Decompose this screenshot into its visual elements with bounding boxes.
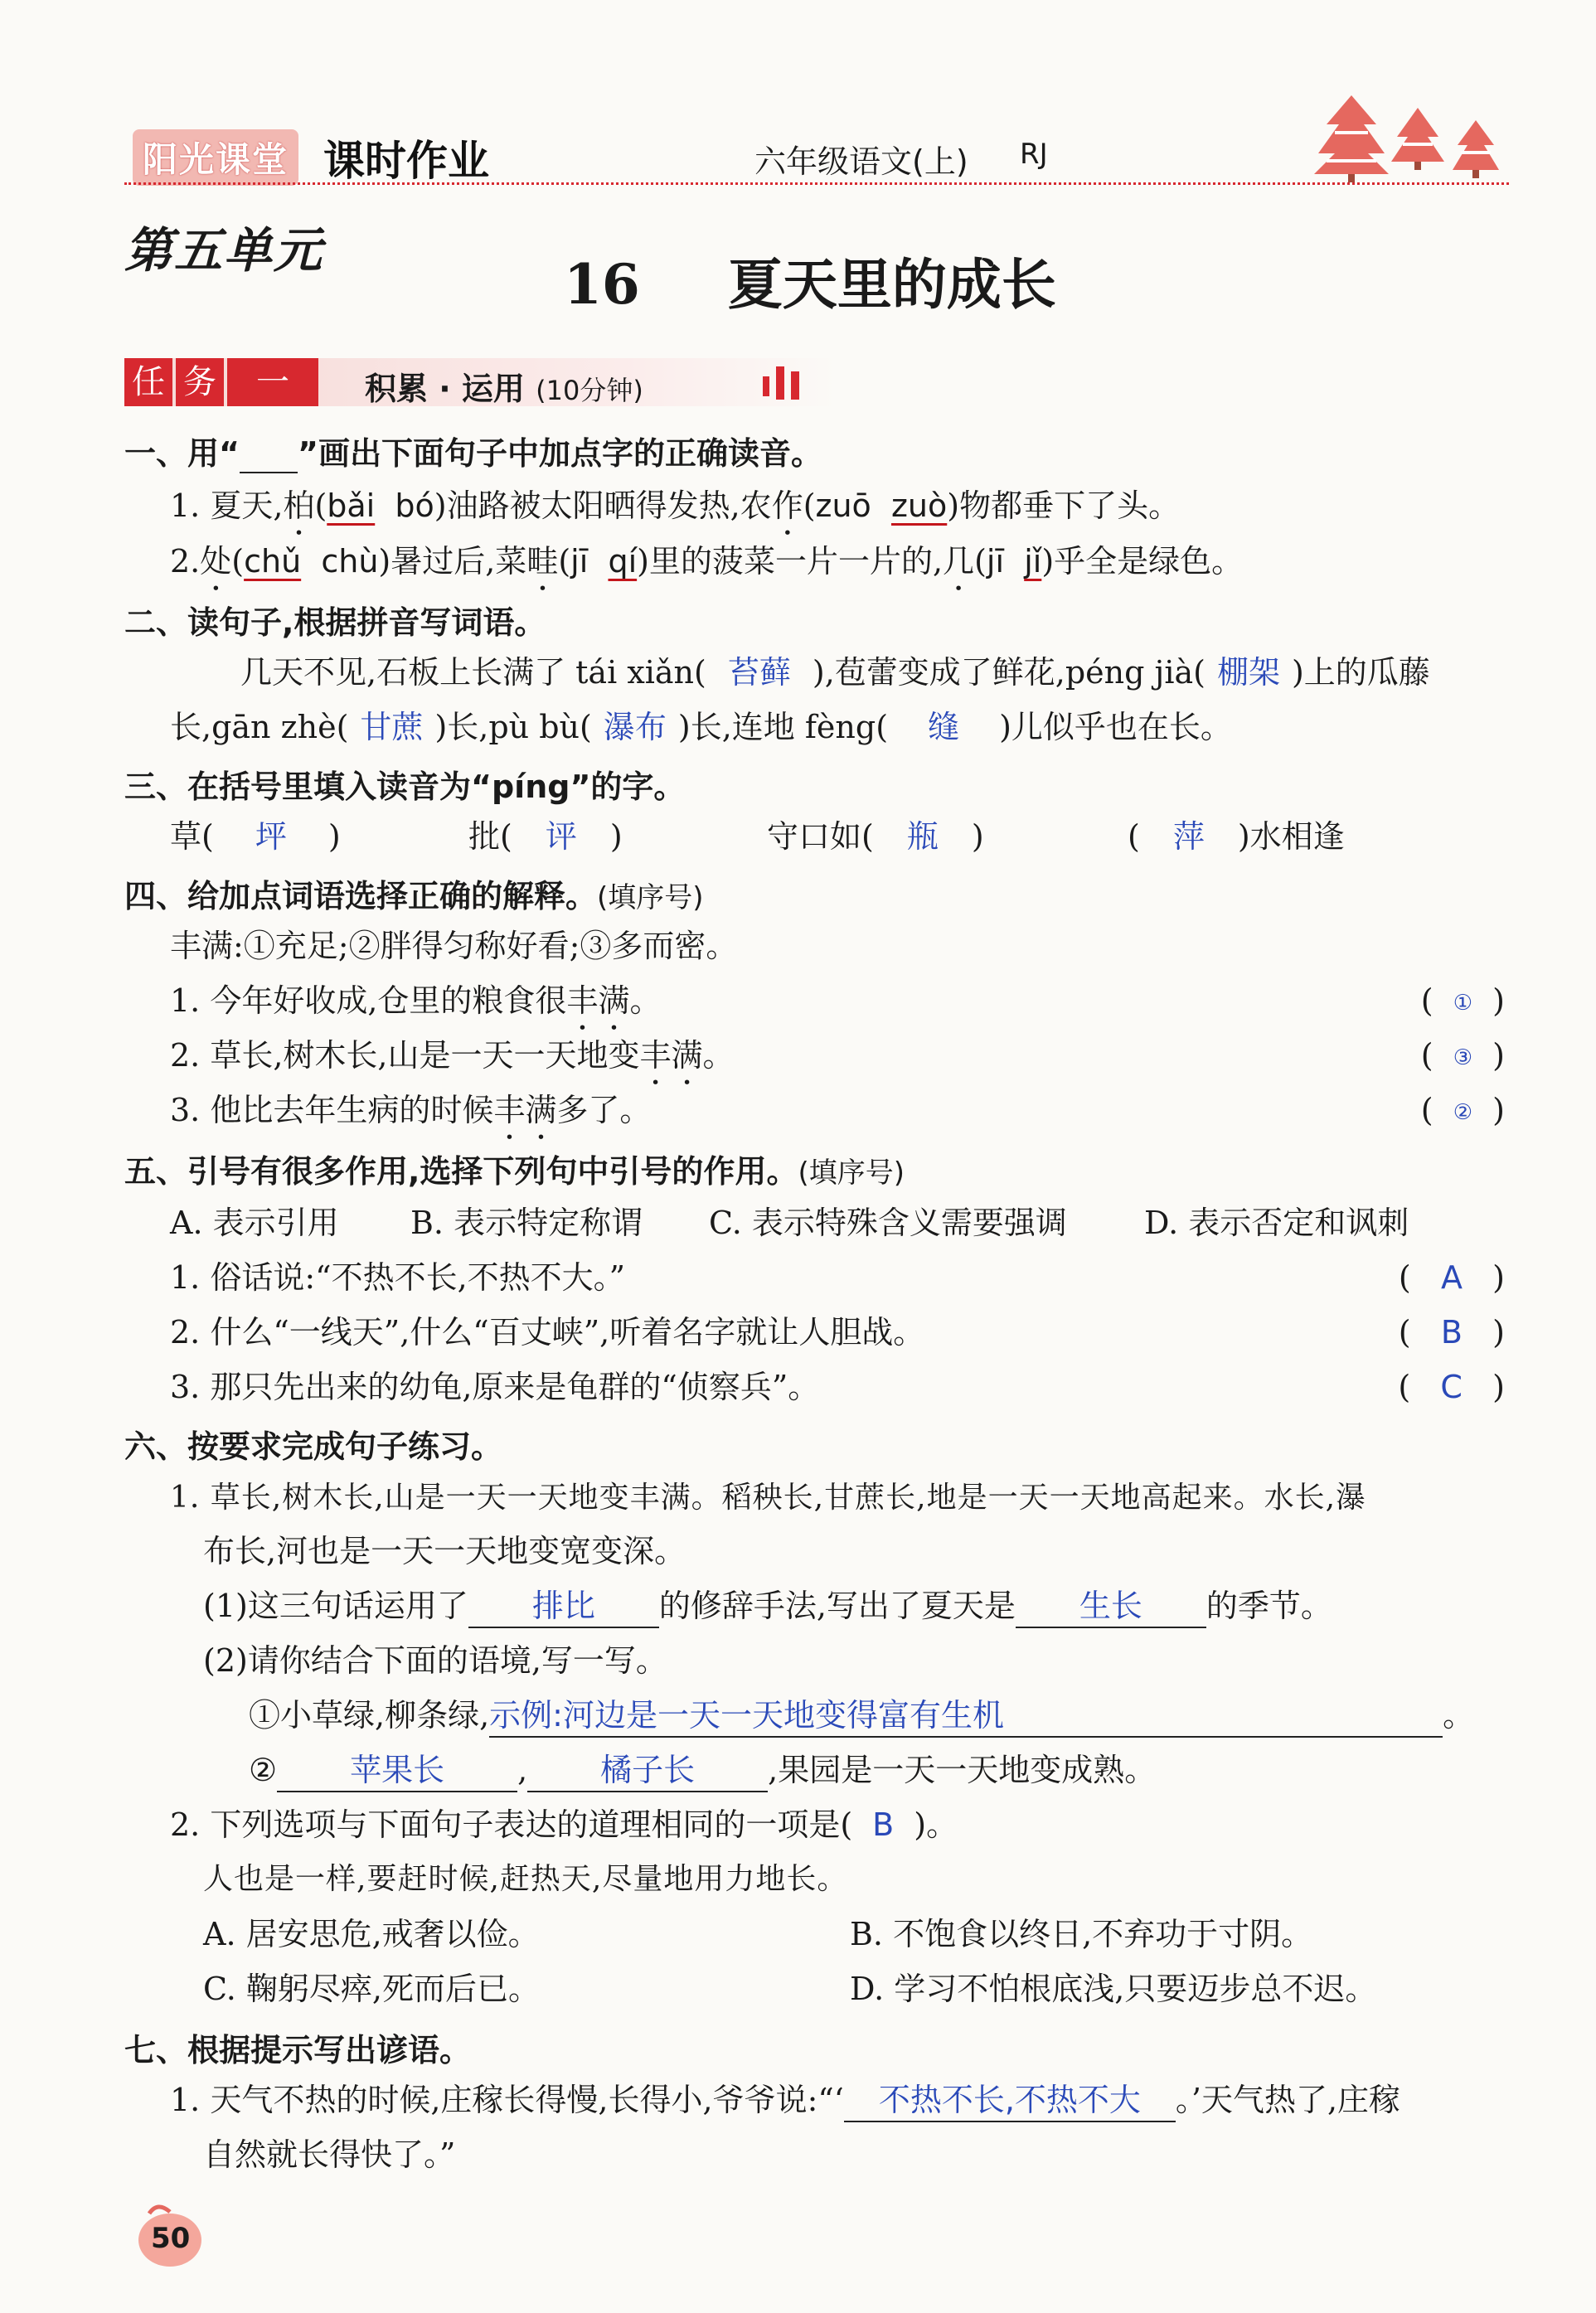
page-number: 50 xyxy=(151,2222,191,2255)
answer-text: 排比 xyxy=(468,1585,659,1628)
sentence-text: )长,pù bù( xyxy=(434,709,592,745)
section5-option-a: A. 表示引用 xyxy=(170,1205,339,1241)
section2-line1 xyxy=(240,652,1430,693)
section3-heading: 三、在括号里填入读音为“píng”的字。 xyxy=(124,769,686,805)
pinyin-option: zuō xyxy=(815,487,871,524)
dotted-char: 畦 xyxy=(526,543,559,579)
section1-q2 xyxy=(170,541,1243,598)
dotted-word: 丰满 xyxy=(493,1092,557,1128)
item-post: 。 xyxy=(1443,1697,1475,1734)
item-post: )。 xyxy=(914,1806,958,1843)
section5-item-2 xyxy=(170,1312,1505,1353)
answer-text: 生长 xyxy=(1016,1585,1206,1628)
item-post: 。 xyxy=(629,982,662,1019)
section6-q2-option-c: C. 鞠躬尽瘁,死而后已。 xyxy=(203,1971,540,2007)
pinyin-option-correct: jǐ xyxy=(1024,543,1042,579)
section5-item-3 xyxy=(170,1366,1505,1408)
section4-item-1 xyxy=(170,980,1505,1037)
lesson-number: 16 xyxy=(564,252,640,317)
answer-text: B xyxy=(872,1806,895,1843)
section6-q2-option-a: A. 居安思危,戒奢以俭。 xyxy=(203,1916,540,1952)
section5-option-c: C. 表示特殊含义需要强调 xyxy=(709,1205,1067,1241)
section7-q1 xyxy=(170,2079,1400,2122)
item-pre: ② xyxy=(249,1752,278,1788)
edition-label: RJ xyxy=(1020,138,1048,171)
item-text: 2. 什么“一线天”,什么“百丈峡”,听着名字就让人胆战。 xyxy=(170,1314,925,1350)
pinyin-option-correct: chǔ xyxy=(244,543,302,579)
answer-paren: ( ③ ) xyxy=(1420,1037,1505,1074)
item-text: 3. 那只先出来的幼龟,原来是龟群的“侦察兵”。 xyxy=(170,1369,820,1405)
header-divider xyxy=(124,182,1509,185)
answer-text: 棚架 xyxy=(1216,654,1280,691)
answer-text: 苔藓 xyxy=(727,654,791,691)
answer-text: 坪 xyxy=(255,818,287,855)
section6-q2-option-d: D. 学习不怕根底浅,只要迈步总不迟。 xyxy=(850,1971,1377,2007)
section5-heading xyxy=(124,1146,905,1191)
item-pre: 3. 他比去年生病的时候 xyxy=(170,1092,494,1128)
answer-paren: ( A ) xyxy=(1398,1259,1505,1296)
answer-paren: ( ① ) xyxy=(1420,982,1505,1019)
item-post: ) xyxy=(971,818,984,855)
section4-item-3 xyxy=(170,1089,1505,1147)
item-pre: 草( xyxy=(170,818,214,855)
pinyin-option-correct: zuò xyxy=(890,487,948,524)
lesson-title: 夏天里的成长 xyxy=(727,252,1056,317)
answer-paren: ( ② ) xyxy=(1420,1092,1505,1128)
item-comma: , xyxy=(517,1752,528,1788)
unit-title: 第五单元 xyxy=(124,222,324,279)
task-label-text: 积累 · 运用 xyxy=(365,371,525,407)
answer-text: 苹果长 xyxy=(277,1749,517,1792)
sentence-text: )上的瓜藤 xyxy=(1291,654,1430,691)
answer-text: 不热不长,不热不大 xyxy=(844,2079,1176,2122)
answer-text: 瀑布 xyxy=(603,709,667,745)
section6-q1-2-i xyxy=(249,1695,1474,1738)
pinyin-option: jī xyxy=(570,543,589,579)
section3-item-3 xyxy=(767,816,984,857)
answer-text: C xyxy=(1440,1369,1463,1405)
task-char-1: 任 xyxy=(124,358,172,406)
section4-definition: 丰满:①充足;②胖得匀称好看;③多而密。 xyxy=(170,928,738,964)
answer-text: ① xyxy=(1453,990,1473,1016)
item-pre: 2. 草长,树木长,山是一天一天地变 xyxy=(170,1037,640,1074)
item-pre: 1. 天气不热的时候,庄稼长得慢,长得小,爷爷说:“‘ xyxy=(170,2082,844,2118)
section3-item-1 xyxy=(170,816,341,857)
answer-text: B xyxy=(1440,1314,1463,1350)
item-post: ) xyxy=(327,818,341,855)
sentence-text: )油路被太阳晒得发热,农 xyxy=(434,487,772,524)
dotted-word: 丰满 xyxy=(639,1037,703,1074)
section1-q1 xyxy=(170,485,1180,542)
pinyin-option-correct: bǎi xyxy=(327,487,376,524)
lesson-heading xyxy=(564,240,1056,319)
task-bar-stripes-icon xyxy=(763,366,813,400)
section5-heading-text: 五、引号有很多作用,选择下列句中引号的作用。 xyxy=(124,1153,798,1190)
answer-text: 萍 xyxy=(1172,818,1205,855)
section7-q1-line2: 自然就长得快了。” xyxy=(203,2136,456,2173)
section4-item-2 xyxy=(170,1035,1505,1092)
brand-badge: 阳光课堂 xyxy=(133,129,298,186)
dotted-char: 几 xyxy=(943,543,975,579)
item-pre: 守口如( xyxy=(767,818,874,855)
q2-number: 2. xyxy=(170,543,201,579)
section6-q1-2-ii xyxy=(249,1749,1156,1792)
sentence-text: )里的菠菜一片一片的, xyxy=(637,543,944,579)
item-post: 多了。 xyxy=(556,1092,652,1128)
sentence-text: )暑过后,菜 xyxy=(378,543,527,579)
q1-number: 1. 夏天, xyxy=(170,487,284,524)
item-pre: ( xyxy=(1128,818,1140,855)
item-post: 。’天气热了,庄稼 xyxy=(1175,2082,1401,2118)
sentence-text: )长,连地 fèng( xyxy=(677,709,889,745)
section1-heading-pre: 一、用“ xyxy=(124,435,240,472)
paren: ( xyxy=(314,487,327,524)
section2-line2 xyxy=(170,706,1232,748)
pinyin-option: bó xyxy=(395,487,434,524)
item-post: )水相逢 xyxy=(1237,818,1345,855)
section1-heading-blank xyxy=(240,435,298,473)
answer-paren: ( C ) xyxy=(1398,1369,1505,1405)
sentence-text: 长,gān zhè( xyxy=(170,709,349,745)
paren: ( xyxy=(974,543,987,579)
section6-q1-line2: 布长,河也是一天一天地变宽变深。 xyxy=(203,1533,686,1569)
section6-q1-2: (2)请你结合下面的语境,写一写。 xyxy=(203,1642,667,1679)
paren: ( xyxy=(558,543,571,579)
pinyin-option-correct: qí xyxy=(608,543,638,579)
pinyin-option: chù xyxy=(321,543,379,579)
section5-option-b: B. 表示特定称谓 xyxy=(410,1205,643,1241)
answer-text: 示例:河边是一天一天地变得富有生机 xyxy=(489,1695,1443,1738)
section6-q2-option-b: B. 不饱食以终日,不弃功于寸阴。 xyxy=(850,1916,1313,1952)
answer-text: 甘蔗 xyxy=(360,709,424,745)
answer-text: 缝 xyxy=(928,709,960,745)
paren: ( xyxy=(803,487,816,524)
item-post: ,果园是一天一天地变成熟。 xyxy=(768,1752,1157,1788)
item-pre: 批( xyxy=(468,818,512,855)
answer-paren: ( B ) xyxy=(1398,1314,1505,1350)
pinyin-option: jī xyxy=(986,543,1005,579)
dotted-char: 处 xyxy=(200,543,232,579)
brand-title: 课时作业 xyxy=(323,137,489,185)
answer-text: A xyxy=(1440,1259,1463,1296)
item-post: 。 xyxy=(702,1037,735,1074)
section2-heading: 二、读句子,根据拼音写词语。 xyxy=(124,604,546,641)
page-number-badge xyxy=(124,2197,207,2272)
answer-text: 评 xyxy=(545,818,577,855)
section6-heading: 六、按要求完成句子练习。 xyxy=(124,1428,503,1465)
section4-heading-note: (填序号) xyxy=(597,881,704,914)
sentence-text: )物都垂下了头。 xyxy=(947,487,1181,524)
section1-heading-post: ”画出下面句子中加点字的正确读音。 xyxy=(297,435,822,472)
section5-option-d: D. 表示否定和讽刺 xyxy=(1144,1205,1409,1241)
answer-text: ③ xyxy=(1453,1045,1473,1070)
section4-heading xyxy=(124,870,704,916)
task-label xyxy=(365,363,643,409)
task-time: (10分钟) xyxy=(536,375,643,406)
item-post: ) xyxy=(609,818,623,855)
item-mid: 的修辞手法,写出了夏天是 xyxy=(658,1588,1016,1624)
page-header xyxy=(124,124,1509,185)
item-pre: 1. 今年好收成,仓里的粮食很 xyxy=(170,982,567,1019)
section7-heading: 七、根据提示写出谚语。 xyxy=(124,2032,472,2068)
pine-trees-icon xyxy=(1310,91,1509,182)
answer-text: ② xyxy=(1453,1099,1473,1125)
item-pre: 2. 下列选项与下面句子表达的道理相同的一项是( xyxy=(170,1806,853,1843)
section3-item-2 xyxy=(468,816,623,857)
section3-item-4 xyxy=(1128,816,1345,857)
section1-heading xyxy=(124,428,822,473)
task-bar xyxy=(124,358,837,406)
section5-item-1 xyxy=(170,1257,1505,1298)
section6-q2-quote: 人也是一样,要赶时候,赶热天,尽量地用力地长。 xyxy=(203,1862,848,1896)
dotted-char: 柏 xyxy=(283,487,315,524)
section6-q2 xyxy=(170,1804,958,1845)
section5-heading-note: (填序号) xyxy=(798,1156,905,1190)
item-pre: (1)这三句话运用了 xyxy=(203,1588,468,1624)
sentence-text: )乎全是绿色。 xyxy=(1041,543,1244,579)
grade-subject: 六年级语文(上) xyxy=(754,143,968,180)
dotted-word: 丰满 xyxy=(566,982,630,1019)
answer-text: 瓶 xyxy=(906,818,939,855)
sentence-text: )儿似乎也在长。 xyxy=(999,709,1232,745)
paren: ( xyxy=(231,543,245,579)
item-post: 的季节。 xyxy=(1205,1588,1332,1624)
sentence-text: ),苞蕾变成了鲜花,péng jià( xyxy=(812,654,1205,691)
dotted-char: 作 xyxy=(771,487,803,524)
section6-q1-1 xyxy=(203,1585,1332,1628)
sentence-text: 几天不见,石板上长满了 tái xiǎn( xyxy=(240,654,706,691)
section6-q1-line1: 1. 草长,树木长,山是一天一天地变丰满。稻秧长,甘蔗长,地是一天一天地高起来。水长,瀑 xyxy=(170,1481,1367,1515)
item-pre: ①小草绿,柳条绿, xyxy=(249,1697,490,1734)
section4-heading-text: 四、给加点词语选择正确的解释。 xyxy=(124,878,598,914)
answer-text: 橘子长 xyxy=(527,1749,768,1792)
task-char-2: 务 xyxy=(176,358,224,406)
task-char-3: 一 xyxy=(227,358,318,406)
item-text: 1. 俗话说:“不热不长,不热不大。” xyxy=(170,1259,626,1296)
